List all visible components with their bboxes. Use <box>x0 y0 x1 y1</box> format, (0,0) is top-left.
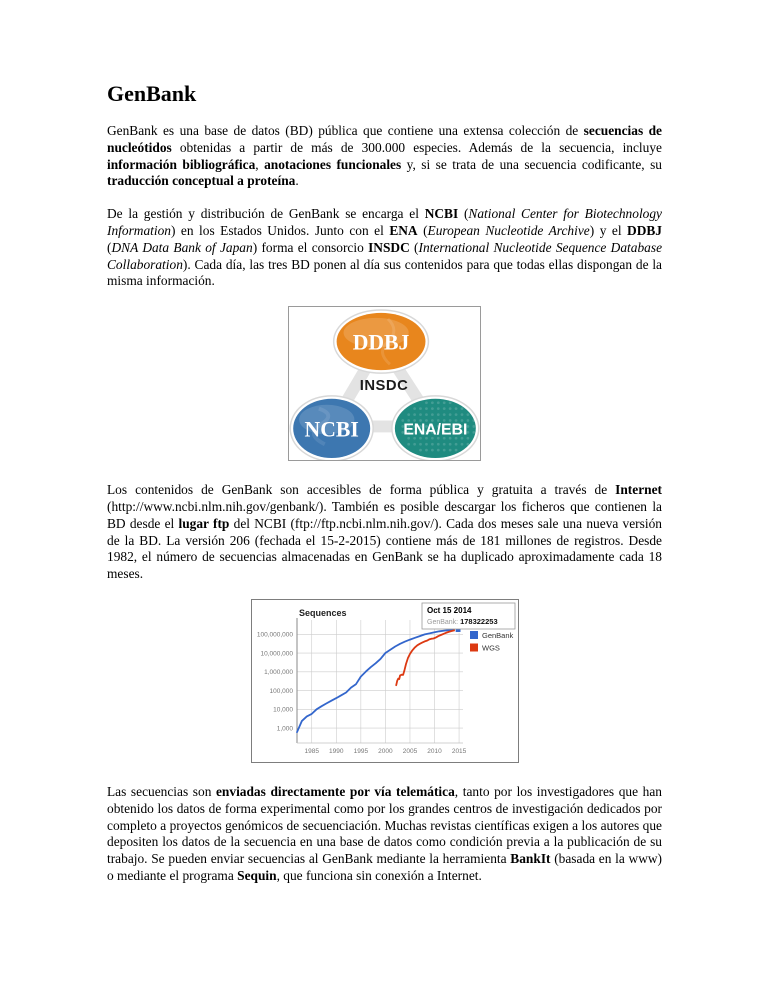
insdc-figure <box>107 306 662 466</box>
x-tick-label: 2015 <box>451 747 466 755</box>
y-tick-label: 10,000,000 <box>259 650 293 658</box>
insdc-diagram-image <box>288 306 481 461</box>
y-tick-label: 1,000,000 <box>263 669 293 677</box>
sequences-chart-image <box>251 599 519 763</box>
chart-figure <box>107 599 662 768</box>
paragraph-access: Los contenidos de GenBank son accesibles de forma pública y gratuita a través de Internet (http://www.ncbi.nlm.nih.gov/genbank/). También es posible descargar los ficheros que contienen la BD desde el lugar ftp del NCBI (ftp://ftp.ncbi.nlm.nih.gov/). Cada dos meses sale una nueva versión de la BD. La versión 206 (fechada el 15-2-2015) contiene más de 181 millones de registros. Desde 1982, el número de secuencias almacenadas en GenBank se ha duplicado aproximadamente cada 18 meses. <box>107 482 662 582</box>
sequences-growth-chart <box>252 600 518 762</box>
insdc-center-label: INSDC <box>359 378 409 395</box>
x-tick-label: 1990 <box>328 747 344 755</box>
ncbi-label: NCBI <box>304 417 359 442</box>
paragraph-submission: Las secuencias son enviadas directamente por vía telemática, tanto por los investigadores que han obtenido los datos de forma experimental como por los grandes centros de investigación dedicados por completo a proyectos genómicos de secuenciación. Muchas revistas científicas exigen a los autores que depositen los datos de la secuencia en una base de datos como condición previa a la publicación de su trabajo. Se pueden enviar secuencias al GenBank mediante la herramienta BankIt (basada en la www) o mediante el programa Sequin, que funciona sin conexión a Internet. <box>107 783 663 883</box>
ddbj-node <box>334 310 429 373</box>
page-title: GenBank <box>107 81 197 106</box>
series-line-genbank <box>297 630 458 733</box>
paragraph-insdc: De la gestión y distribución de GenBank se encarga el NCBI (National Center for Biotechnology Information) en los Estados Unidos. Junto con el ENA (European Nucleotide Archive) y el DDBJ (DNA Data Bank of Japan) forma el consorcio INSDC (International Nucleotide Sequence Database Collaboration). Cada día, las tres BD ponen al día sus contenidos para que todas ellas dispongan de la misma información. <box>107 206 663 289</box>
y-tick-label: 1,000 <box>276 725 293 733</box>
x-tick-label: 2005 <box>402 747 417 755</box>
x-tick-label: 1995 <box>353 747 368 755</box>
tooltip-date: Oct 15 2014 <box>426 605 471 615</box>
legend-label-genbank: GenBank <box>481 630 513 640</box>
ncbi-node <box>290 396 373 460</box>
legend-label-wgs: WGS <box>481 643 500 653</box>
y-tick-label: 100,000,000 <box>256 631 293 639</box>
x-tick-label: 2010 <box>426 747 442 755</box>
insdc-diagram <box>289 307 480 460</box>
legend-swatch-genbank <box>470 631 478 639</box>
ddbj-label: DDBJ <box>352 330 410 355</box>
y-tick-label: 100,000 <box>269 687 293 695</box>
legend-swatch-wgs <box>470 643 478 651</box>
series-line-wgs <box>396 630 458 686</box>
x-tick-label: 2000 <box>377 747 393 755</box>
ena-ebi-label: ENA/EBI <box>403 421 468 439</box>
paragraph-intro: GenBank es una base de datos (BD) pública que contiene una extensa colección de secuencias de nucleótidos obtenidas a partir de más de 300.000 especies. Además de la secuencia, incluye información bibliográfica, anotaciones funcionales y, si se trata de una secuencia codificante, su traducción conceptual a proteína. <box>107 123 663 189</box>
chart-title: Sequences <box>298 607 347 618</box>
y-tick-label: 10,000 <box>272 706 293 714</box>
x-tick-label: 1985 <box>303 747 319 755</box>
tooltip-value: GenBank: 178322253 <box>426 616 498 626</box>
ena-ebi-node <box>392 396 479 460</box>
